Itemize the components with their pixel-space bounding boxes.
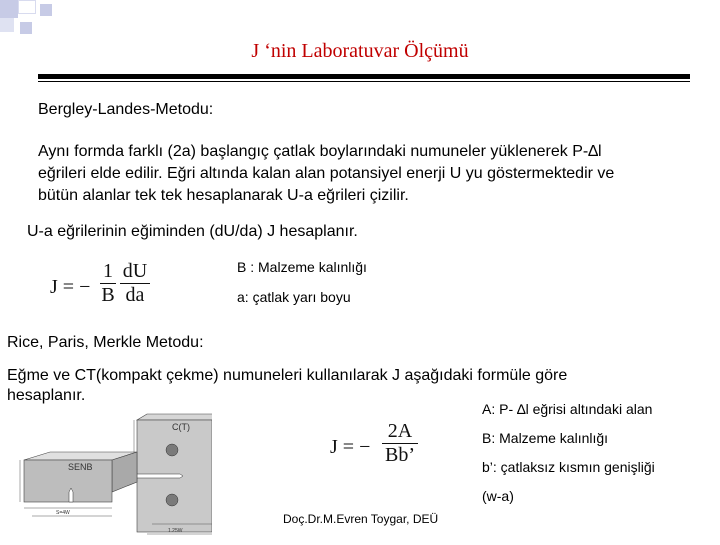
formula2-note: A: P- ∆l eğrisi altındaki alan <box>482 401 653 417</box>
formula-j-du-da <box>50 260 190 316</box>
section1-slope-text: U-a eğrilerinin eğiminden (dU/da) J hesaplanır. <box>27 223 358 240</box>
fraction-numerator: 1 <box>103 260 113 282</box>
section2-paragraph-line: Eğme ve CT(kompakt çekme) numuneleri kullanılarak J aşağıdaki formüle göre <box>7 367 568 384</box>
section1-paragraph-line: bütün alanlar tek tek hesaplanarak U-a eğrileri çizilir. <box>38 187 409 204</box>
fraction-denominator: da <box>125 284 145 306</box>
senb-label: SENB <box>68 462 93 472</box>
formula-fraction-2a-over-bb <box>382 420 418 467</box>
formula-fraction-du-da <box>120 260 150 307</box>
title-divider-thin <box>38 81 690 82</box>
corner-decoration-square <box>40 4 52 16</box>
formula1-note: B : Malzeme kalınlığı <box>237 259 367 275</box>
section1-paragraph-line: Aynı formda farklı (2a) başlangıç çatlak boylarındaki numuneler yüklenerek P-∆l <box>38 143 602 160</box>
fraction-denominator: B <box>101 284 115 306</box>
formula-lhs: J = − <box>330 436 371 458</box>
title-divider <box>38 74 690 79</box>
formula-lhs: J = − <box>50 276 91 298</box>
fraction-numerator: 2A <box>387 420 413 442</box>
page-title: J ‘nin Laboratuvar Ölçümü <box>251 40 469 62</box>
formula2-note: (w-a) <box>482 488 514 504</box>
section2-paragraph-line: hesaplanır. <box>7 387 86 404</box>
corner-decoration-square <box>20 22 32 34</box>
formula2-note: B: Malzeme kalınlığı <box>482 430 609 446</box>
fraction-denominator: Bb’ <box>385 444 415 466</box>
section1-paragraph-line: eğrileri elde edilir. Eğri altında kalan alan potansiyel enerji U yu göstermektedir ve <box>38 165 615 182</box>
dimension-label: 1.25W <box>168 528 183 534</box>
corner-decoration-square <box>0 0 18 18</box>
corner-decoration-square <box>0 18 14 32</box>
specimen-drawing <box>12 412 212 540</box>
section2-heading: Rice, Paris, Merkle Metodu: <box>7 334 204 351</box>
formula-j-2a-bb <box>330 420 450 480</box>
ct-specimen <box>134 414 212 534</box>
fraction-numerator: dU <box>122 260 148 282</box>
dimension-label: S=4W <box>56 510 70 516</box>
ct-label: C(T) <box>172 422 190 432</box>
formula2-note: b’: çatlaksız kısmın genişliği <box>482 459 655 475</box>
section1-heading: Bergley-Landes-Metodu: <box>38 101 214 118</box>
formula1-note: a: çatlak yarı boyu <box>237 289 351 305</box>
corner-decoration-square <box>18 0 36 14</box>
footer-author: Doç.Dr.M.Evren Toygar, DEÜ <box>283 512 439 526</box>
formula-fraction-1-over-b <box>100 260 116 307</box>
specimen-figure <box>12 412 212 540</box>
